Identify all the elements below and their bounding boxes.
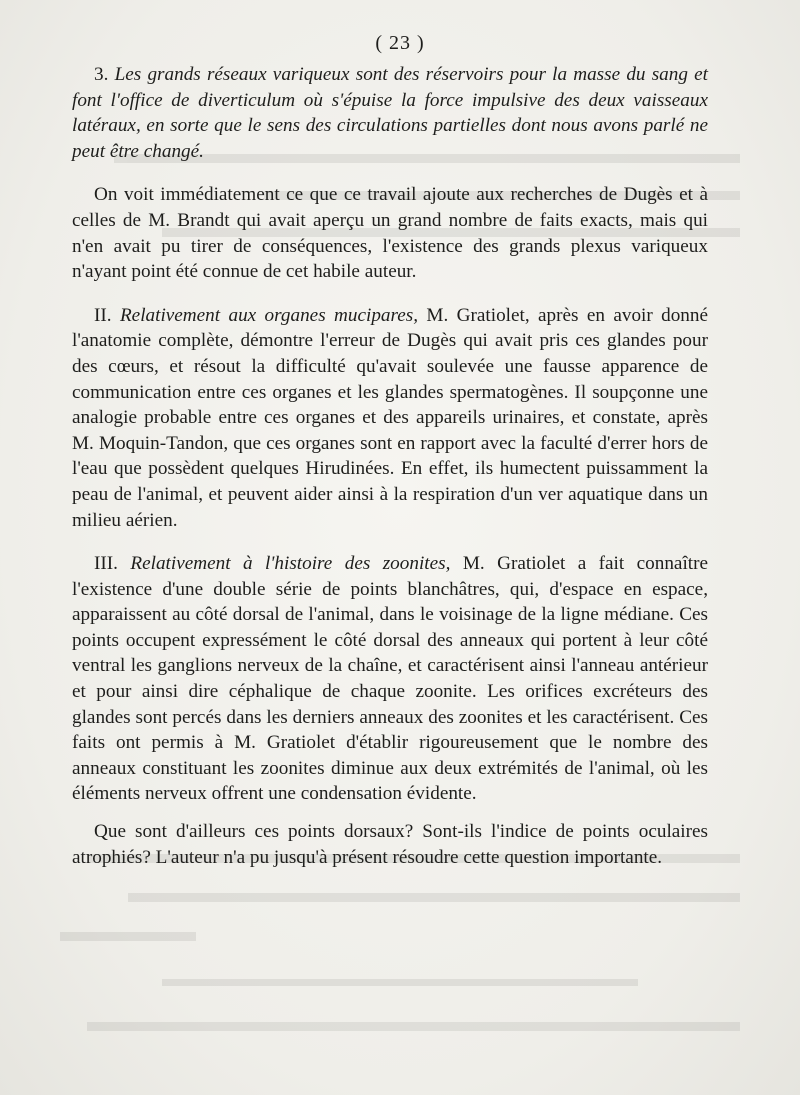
section-heading: Relativement aux organes mucipares, (119, 304, 419, 326)
page-number: ( 23 ) (375, 32, 425, 54)
body-text (72, 62, 708, 870)
paragraph-text: Les grands réseaux variqueux sont des réservoirs pour la masse du sang et font l'office de diverticulum où s'épuise la force impulsive des deux vaisseaux latéraux, en sorte que le sens des circulations partielles dont nous avons parlé ne peut être changé. (72, 64, 708, 162)
paragraph-text: M. Gratiolet a fait connaître l'existence d'une double série de points blanchâtres, qui, d'espace en espace, apparaissent au côté dorsal de l'animal, dans le voisinage de la ligne médiane. Ces points occupent expressément le côté dorsal des anneaux qui portent à leur côté ventral les ganglions nerveux de la chaîne, et caractérisent ainsi l'anneau antérieur et pour ainsi dire céphalique de chaque zoonite. Les orifices excréteurs des glandes sont percés dans les derniers anneaux des zoonites et les caractérisent. Ces faits ont permis à M. Gratiolet d'établir rigoureusement que le nombre des anneaux constituant les zoonites diminue aux deux extrémités de l'animal, où les éléments nerveux offrent une condensation évidente. (72, 553, 709, 805)
show-through-texture (60, 840, 740, 1047)
section-number: III. (94, 553, 118, 575)
paragraph-conclusion-3 (72, 62, 708, 164)
paragraph-summary (72, 182, 708, 284)
paragraph-section-ii (72, 303, 708, 533)
paragraph-question (72, 819, 708, 870)
section-heading: Relativement à l'histoire des zoonites, (130, 553, 451, 575)
paragraph-section-iii (72, 551, 708, 807)
paragraph-text: On voit immédiatement ce que ce travail ajoute aux recherches de Dugès et à celles de M. Brandt qui avait aperçu un grand nombre de faits exacts, mais qui n'en avait pu tirer de conséquences, l'existence des grands plexus variqueux n'ayant point été connue de cet habile auteur. (72, 184, 708, 283)
paragraph-text: M. Gratiolet, après en avoir donné l'anatomie complète, démontre l'erreur de Dugès qui avait pris ces glandes pour des cœurs, et résout la difficulté qu'avait soulevée une fausse apparence de communication entre ces organes et les glandes spermatogènes. Il soupçonne une analogie probable entre ces organes et des appareils urinaires, et constate, après M. Moquin-Tandon, que ces organes sont en rapport avec la faculté d'errer hors de l'eau que possèdent quelques Hirudinées. En effet, ils humectent puissamment la peau de l'animal, et peuvent aider ainsi à la respiration d'un ver aquatique dans un milieu aérien. (72, 304, 709, 531)
section-number: II. (94, 304, 112, 326)
paragraph-text: Que sont d'ailleurs ces points dorsaux? Sont-ils l'indice de points oculaires atrophiés? L'auteur n'a pu jusqu'à présent résoudre cette question importante. (72, 821, 708, 868)
paragraph-number: 3. (94, 64, 109, 85)
